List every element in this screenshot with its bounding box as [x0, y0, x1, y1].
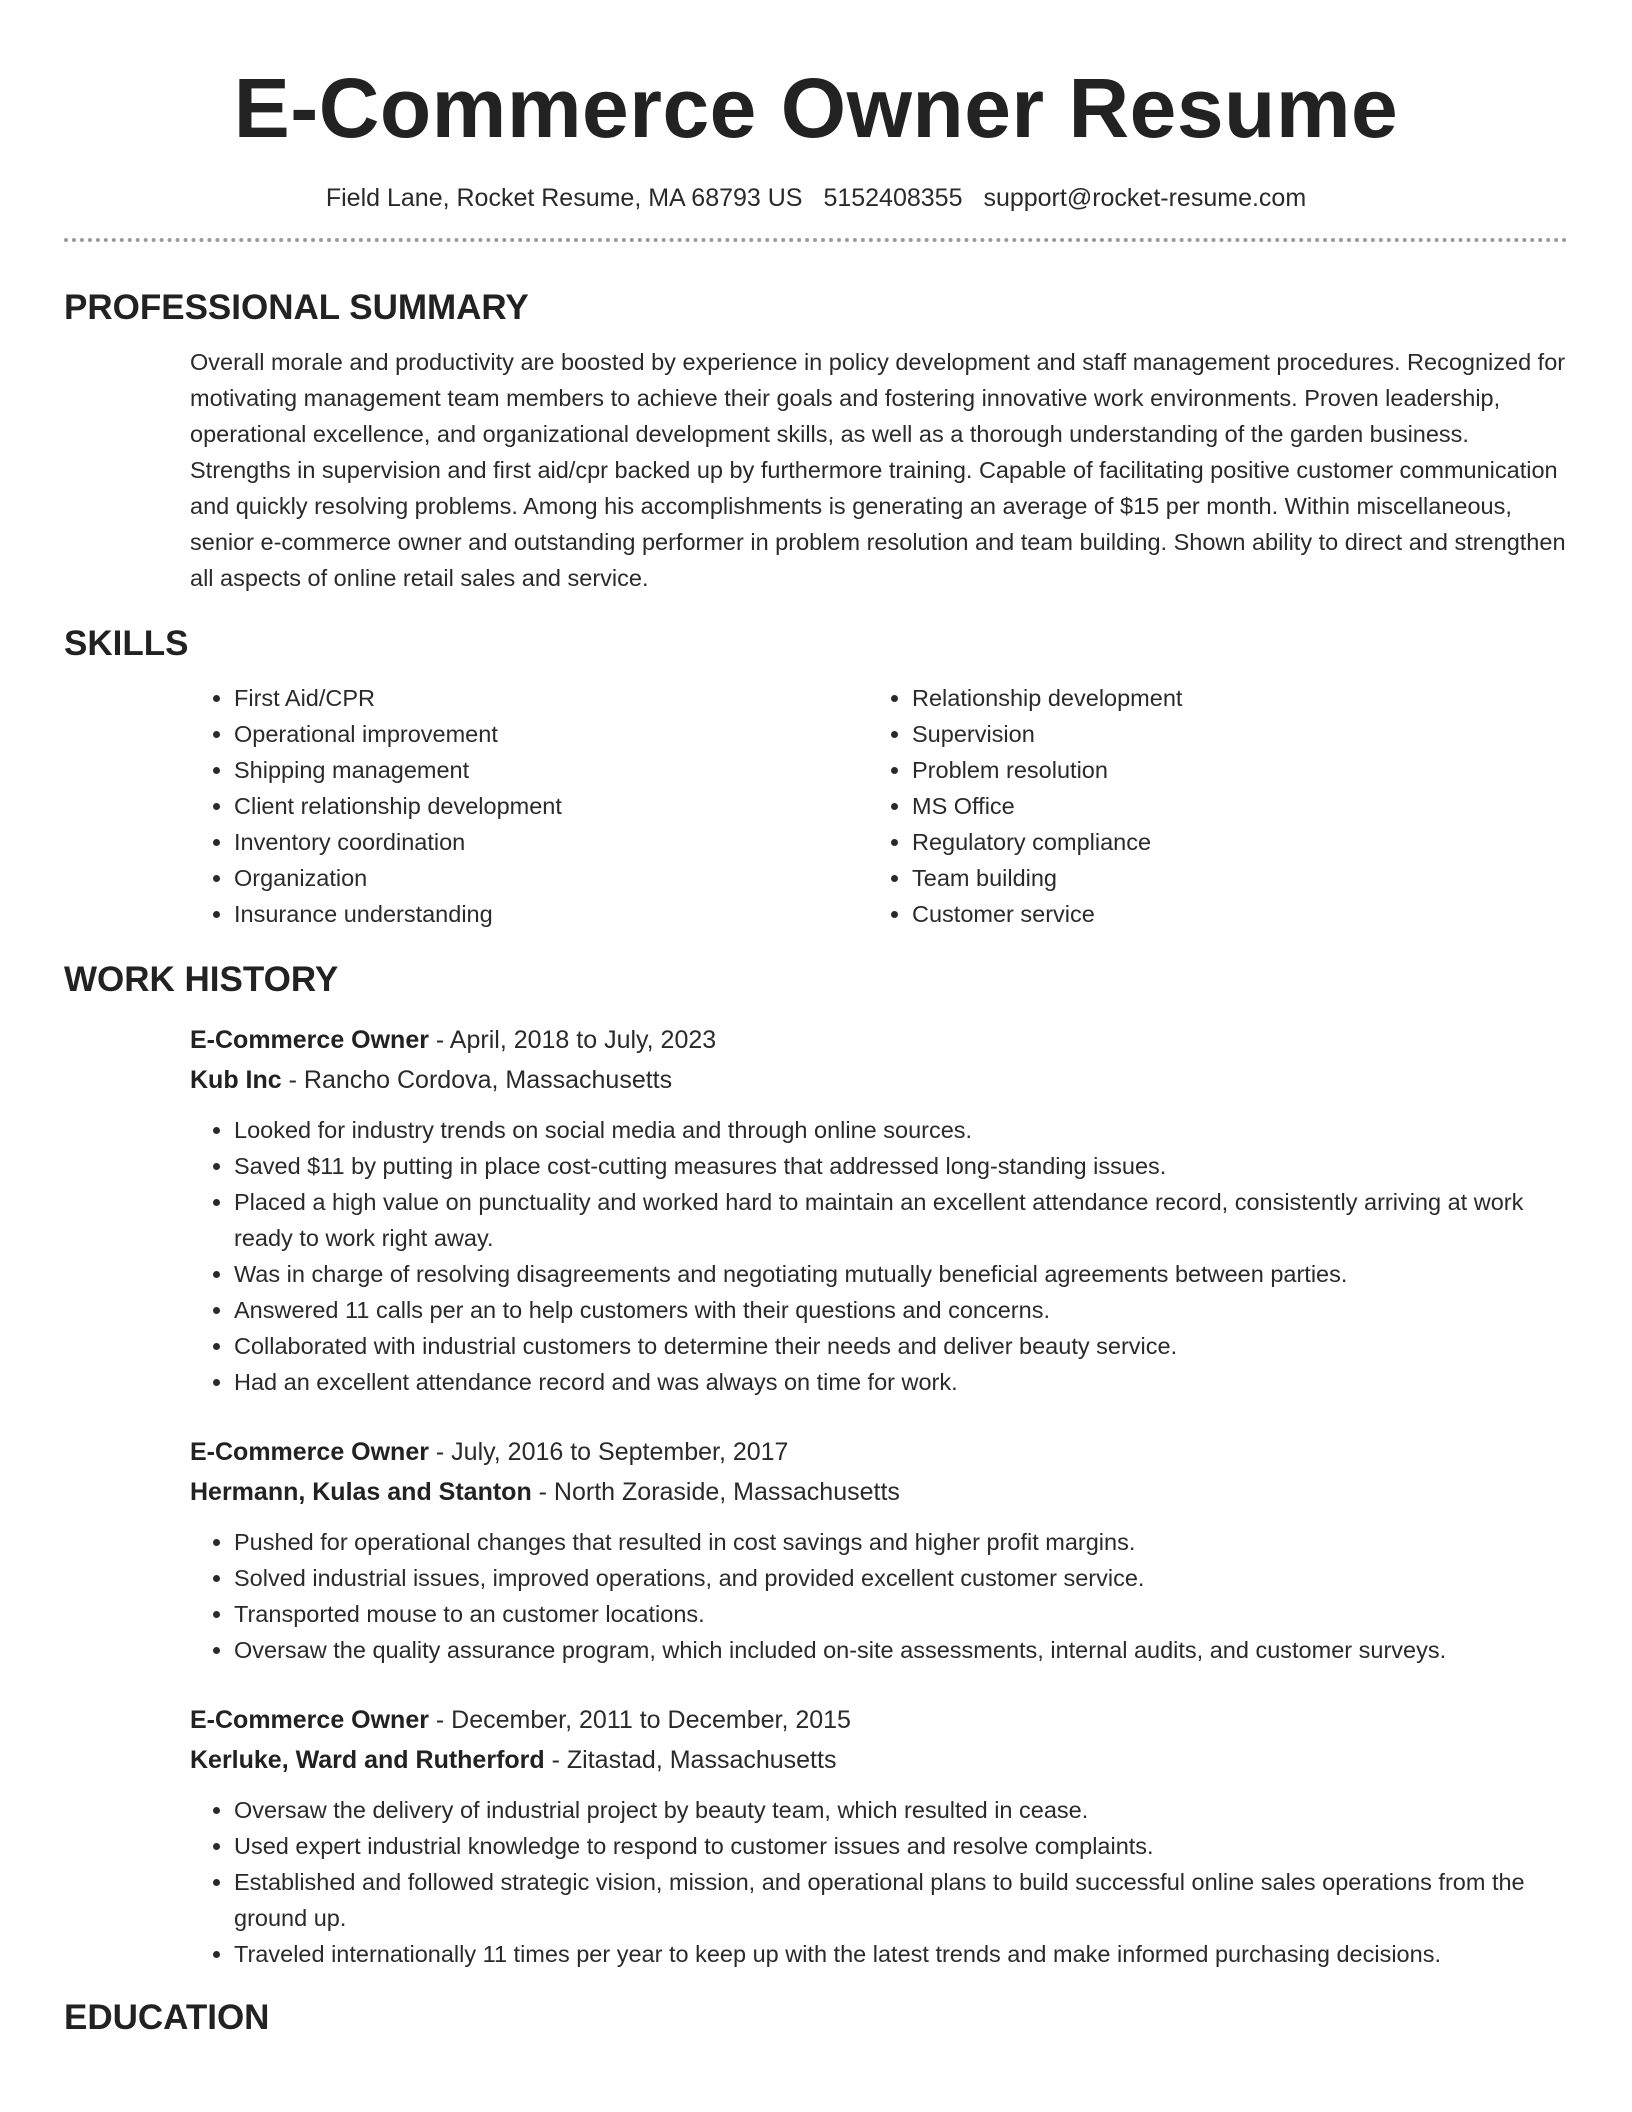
skill-item: • First Aid/CPR	[234, 680, 868, 716]
job-entry	[190, 1020, 1568, 1400]
job-company-line	[190, 1740, 1568, 1780]
resume-title: E-Commerce Owner Resume	[233, 61, 1399, 155]
skill-item: • Shipping management	[234, 752, 868, 788]
contact-address: Field Lane, Rocket Resume, MA 68793 US	[325, 184, 803, 212]
skill-item: • Customer service	[912, 896, 1512, 932]
job-bullet: • Established and followed strategic vision, mission, and operational plans to build successful online sales operations from the ground up.	[234, 1864, 1568, 1936]
resume-page	[64, 0, 1568, 2040]
job-bullets	[190, 1524, 1568, 1668]
summary-text: Overall morale and productivity are boosted by experience in policy development and staff management procedures. Recognized for motivating management team members to achieve their goals and fostering innovative work environments. Proven leadership, operational excellence, and organizational development skills, as well as a thorough understanding of the garden business. Strengths in supervision and first aid/cpr backed up by furthermore training. Capable of facilitating positive customer communication and quickly resolving problems. Among his accomplishments is generating an average of $15 per month. Within miscellaneous, senior e-commerce owner and outstanding performer in problem resolution and team building. Shown ability to direct and strengthen all aspects of online retail sales and service.	[190, 349, 1566, 591]
contact-line	[64, 180, 1568, 216]
job-bullet: • Collaborated with industrial customers to determine their needs and deliver beauty service.	[234, 1328, 1568, 1364]
job-company-line	[190, 1472, 1568, 1512]
skills-heading: SKILLS	[64, 624, 189, 663]
skills-column-right	[868, 680, 1512, 932]
job-role: E-Commerce Owner	[190, 1438, 429, 1466]
contact-phone: 5152408355	[823, 184, 963, 212]
job-bullet: • Oversaw the delivery of industrial project by beauty team, which resulted in cease.	[234, 1792, 1568, 1828]
job-title-line	[190, 1700, 1568, 1740]
job-location: - North Zoraside, Massachusetts	[531, 1478, 900, 1506]
job-role: E-Commerce Owner	[190, 1026, 429, 1054]
skill-item: • Insurance understanding	[234, 896, 868, 932]
job-entry	[190, 1700, 1568, 1972]
job-dates: - July, 2016 to September, 2017	[428, 1438, 789, 1466]
skill-item: • Relationship development	[912, 680, 1512, 716]
skill-item: • Problem resolution	[912, 752, 1512, 788]
job-company: Kerluke, Ward and Rutherford	[190, 1746, 545, 1774]
skill-item: • Organization	[234, 860, 868, 896]
job-bullet: • Answered 11 calls per an to help customers with their questions and concerns.	[234, 1292, 1568, 1328]
job-bullet: • Placed a high value on punctuality and worked hard to maintain an excellent attendance record, consistently arriving at work ready to work right away.	[234, 1184, 1568, 1256]
work-history-heading: WORK HISTORY	[64, 960, 339, 999]
job-title-line	[190, 1432, 1568, 1472]
skill-item: • Client relationship development	[234, 788, 868, 824]
skill-item: • Team building	[912, 860, 1512, 896]
job-dates: - April, 2018 to July, 2023	[428, 1026, 717, 1054]
job-bullets	[190, 1112, 1568, 1400]
job-role: E-Commerce Owner	[190, 1706, 429, 1734]
job-company: Kub Inc	[190, 1066, 282, 1094]
skill-item: • Inventory coordination	[234, 824, 868, 860]
summary-heading: PROFESSIONAL SUMMARY	[64, 288, 529, 327]
job-bullet: • Traveled internationally 11 times per year to keep up with the latest trends and make informed purchasing decisions.	[234, 1936, 1568, 1972]
contact-email: support@rocket-resume.com	[983, 184, 1307, 212]
skill-item: • Regulatory compliance	[912, 824, 1512, 860]
header-divider	[64, 238, 1568, 242]
job-bullet: • Transported mouse to an customer locations.	[234, 1596, 1568, 1632]
job-bullet: • Saved $11 by putting in place cost-cutting measures that addressed long-standing issues.	[234, 1148, 1568, 1184]
job-bullet: • Oversaw the quality assurance program, which included on-site assessments, internal audits, and customer surveys.	[234, 1632, 1568, 1668]
job-bullet: • Looked for industry trends on social media and through online sources.	[234, 1112, 1568, 1148]
job-bullet: • Pushed for operational changes that resulted in cost savings and higher profit margins.	[234, 1524, 1568, 1560]
skills-column-left	[190, 680, 868, 932]
job-company-line	[190, 1060, 1568, 1100]
skill-item: • Operational improvement	[234, 716, 868, 752]
skills-list	[190, 680, 1568, 932]
job-location: - Rancho Cordova, Massachusetts	[281, 1066, 673, 1094]
education-heading: EDUCATION	[64, 1998, 270, 2037]
job-bullet: • Solved industrial issues, improved operations, and provided excellent customer service.	[234, 1560, 1568, 1596]
job-title-line	[190, 1020, 1568, 1060]
job-location: - Zitastad, Massachusetts	[544, 1746, 837, 1774]
job-dates: - December, 2011 to December, 2015	[428, 1706, 851, 1734]
job-bullet: • Was in charge of resolving disagreements and negotiating mutually beneficial agreements between parties.	[234, 1256, 1568, 1292]
job-bullet: • Had an excellent attendance record and was always on time for work.	[234, 1364, 1568, 1400]
job-bullets	[190, 1792, 1568, 1972]
job-entry	[190, 1432, 1568, 1668]
job-bullet: • Used expert industrial knowledge to respond to customer issues and resolve complaints.	[234, 1828, 1568, 1864]
skill-item: • Supervision	[912, 716, 1512, 752]
skill-item: • MS Office	[912, 788, 1512, 824]
job-company: Hermann, Kulas and Stanton	[190, 1478, 532, 1506]
